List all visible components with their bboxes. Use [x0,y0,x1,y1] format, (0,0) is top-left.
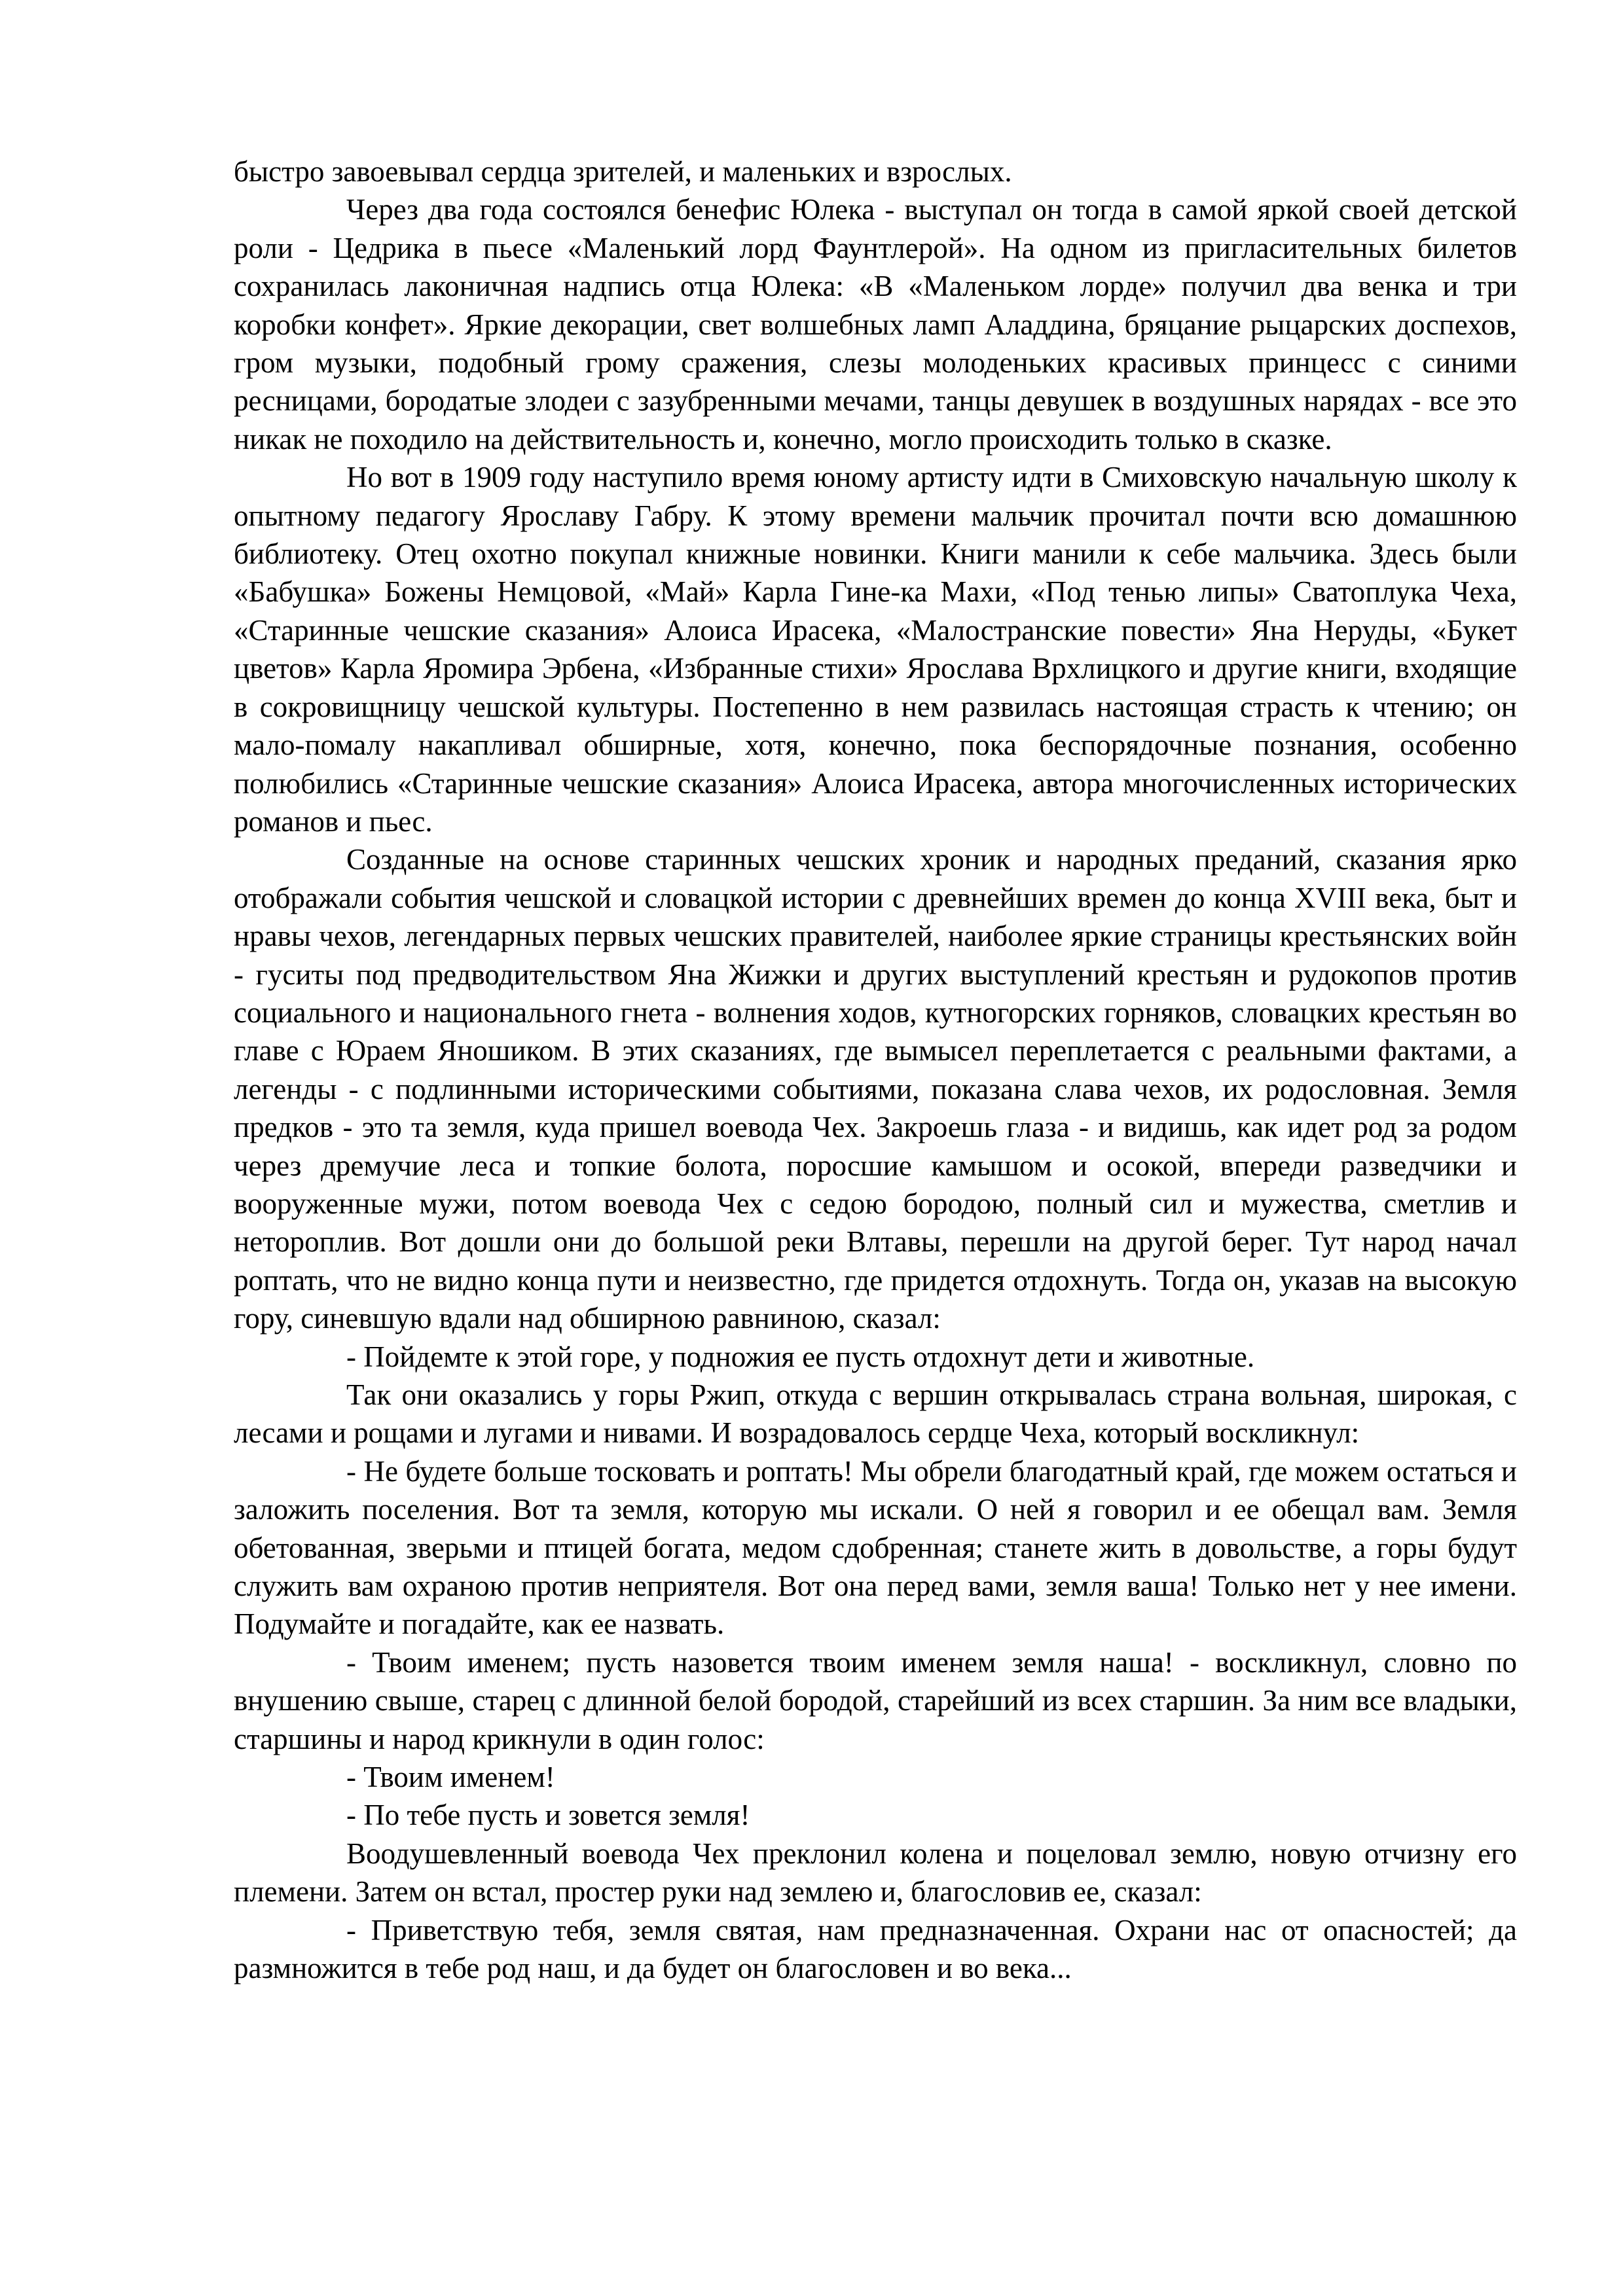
paragraph-12: - Приветствую тебя, земля святая, нам предназначенная. Охрани нас от опасностей; да размножится в тебе род наш, и да будет он благословен и во века... [234,1913,1517,1985]
paragraph-9: - Твоим именем! [346,1761,555,1794]
paragraph-2: Через два года состоялся бенефис Юлека - выступал он тогда в самой яркой своей детской роли - Цедрика в пьесе «Маленький лорд Фаунтлерой». На одном из пригласительных билетов сохранилась лаконичная надпись отца Юлека: «В «Маленьком лорде» получил два венка и три коробки конфет». Яркие декорации, свет волшебных ламп Аладдина, бряцание рыцарских доспехов, гром музыки, подобный грому сражения, слезы молоденьких красивых принцесс с синими ресницами, бородатые злодеи с зазубренными мечами, танцы девушек в воздушных нарядах - все это никак не походило на действительность и, конечно, могло происходить только в сказке. [234,193,1517,456]
paragraph-3: Но вот в 1909 году наступило время юному артисту идти в Смиховскую начальную школу к опытному педагогу Ярославу Габру. К этому времени мальчик прочитал почти всю домашнюю библиотеку. Отец охотно покупал книжные новинки. Книги манили к себе мальчика. Здесь были «Бабушка» Божены Немцовой, «Май» Карла Гине-ка Махи, «Под тенью липы» Сватоплука Чеха, «Старинные чешские сказания» Алоиса Ирасека, «Малостранские повести» Яна Неруды, «Букет цветов» Карла Яромира Эрбена, «Избранные стихи» Ярослава Врхлицкого и другие книги, входящие в сокровищницу чешской культуры. Постепенно в нем развилась настоящая страсть к чтению; он мало-помалу накапливал обширные, хотя, конечно, пока беспорядочные познания, особенно полюбились «Старинные чешские сказания» Алоиса Ирасека, автора многочисленных исторических романов и пьес. [234,461,1517,838]
paragraph-8: - Твоим именем; пусть назовется твоим именем земля наша! - воскликнул, словно по внушению свыше, старец с длинной белой бородой, старейший из всех старшин. За ним все владыки, старшины и народ крикнули в один голос: [234,1645,1517,1755]
body-text [234,152,1517,1988]
paragraph-4: Созданные на основе старинных чешских хроник и народных преданий, сказания ярко отображали события чешской и словацкой истории с древнейших времен до конца XVIII века, быт и нравы чехов, легендарных первых чешских правителей, наиболее яркие страницы крестьянских войн - гуситы под предводительством Яна Жижки и других выступлений крестьян и рудокопов против социального и национального гнета - волнения ходов, кутногорских горняков, словацких крестьян во главе с Юраем Яношиком. В этих сказаниях, где вымысел переплетается с реальными фактами, а легенды - с подлинными историческими событиями, показана слава чехов, их родословная. Земля предков - это та земля, куда пришел воевода Чех. Закроешь глаза - и видишь, как идет род за родом через дремучие леса и топкие болота, поросшие камышом и осокой, впереди разведчики и вооруженные мужи, потом воевода Чех с седою бородою, полный сил и мужества, сметлив и нетороплив. Вот дошли они до большой реки Влтавы, перешли на другой берег. Тут народ начал роптать, что не видно конца пути и неизвестно, где придется отдохнуть. Тогда он, указав на высокую гору, синевшую вдали над обширною равниною, сказал: [234,843,1517,1335]
paragraph-1: быстро завоевывал сердца зрителей, и маленьких и взрослых. [234,155,1012,188]
paragraph-5: - Пойдемте к этой горе, у подножия ее пусть отдохнут дети и животные. [346,1340,1255,1373]
paragraph-7: - Не будете больше тосковать и роптать! Мы обрели благодатный край, где можем остаться и заложить поселения. Вот та земля, которую мы искали. О ней я говорил и ее обещал вам. Земля обетованная, зверьми и птицей богата, медом сдобренная; станете жить в довольстве, а горы будут служить вам охраною против неприятеля. Вот она перед вами, земля ваша! Только нет у нее имени. Подумайте и погадайте, как ее назвать. [234,1454,1517,1641]
paragraph-6: Так они оказались у горы Ржип, откуда с вершин открывалась страна вольная, широкая, с лесами и рощами и лугами и нивами. И возрадовалось сердце Чеха, который воскликнул: [234,1378,1517,1450]
paragraph-10: - По тебе пусть и зовется земля! [346,1799,750,1832]
paragraph-11: Воодушевленный воевода Чех преклонил колена и поцеловал землю, новую отчизну его племени. Затем он встал, простер руки над землею и, благословив ее, сказал: [234,1837,1517,1909]
